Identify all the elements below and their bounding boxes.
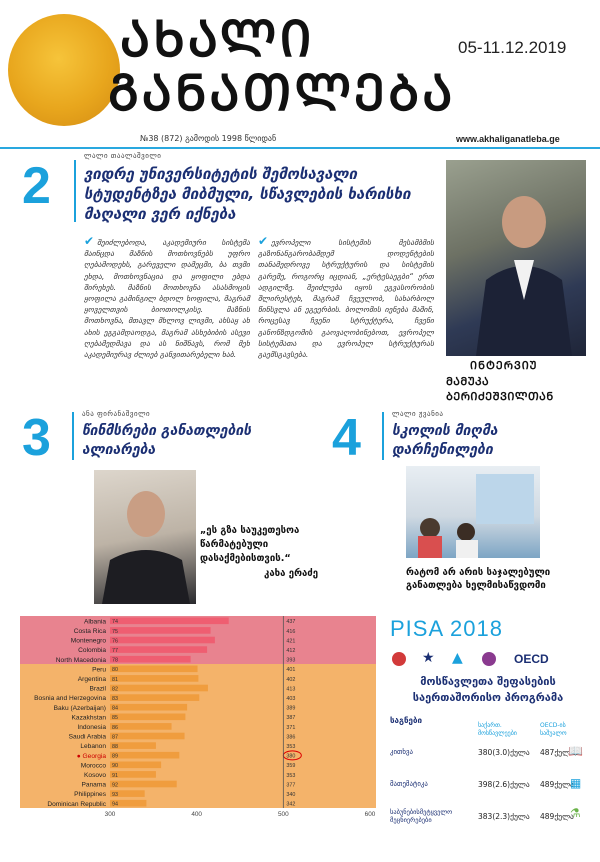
chart-data-label: 353	[286, 772, 296, 779]
pisa-row-oecd: 487ქულა	[540, 748, 574, 757]
check-icon: ✔	[84, 234, 95, 248]
chart-rank-label: 76	[112, 638, 118, 645]
pisa-col-oecd: OECD-ის საშუალო	[540, 722, 567, 737]
interview-photo	[446, 160, 586, 356]
article3-quote-author: კახა ერაძე	[264, 568, 319, 579]
chart-data-label: 437	[286, 619, 296, 626]
pisa-title: PISA 2018	[390, 616, 503, 641]
chart-rank-label: 81	[112, 676, 118, 683]
chart-bar	[110, 704, 187, 711]
chart-category-label: Montenegro	[70, 637, 106, 645]
chart-rank-label: 88	[112, 744, 118, 750]
sun-logo	[8, 14, 120, 126]
chart-data-label: 386	[286, 734, 296, 741]
chart-rank-label: 86	[112, 724, 118, 731]
pisa-row-georgia: 380(3.0)ქულა	[478, 748, 530, 757]
chart-bar	[110, 781, 177, 788]
chart-bar	[110, 618, 229, 625]
article3-author: ანა ფირანაშვილი	[82, 410, 151, 418]
chart-x-tick-label: 300	[104, 811, 116, 818]
chart-category-label: Colombia	[78, 647, 106, 655]
pisa-row-oecd: 489ქულა	[540, 780, 574, 789]
classroom-image-icon	[406, 466, 540, 558]
masthead-divider	[0, 147, 600, 149]
chart-bar	[110, 723, 172, 730]
article4-number: 4	[332, 409, 361, 467]
pisa-subjects-label: საგნები	[390, 716, 422, 725]
chart-svg	[20, 612, 376, 824]
chart-rank-label: 92	[112, 782, 118, 789]
chart-bar	[110, 637, 215, 644]
star-logo-icon: ★	[422, 650, 435, 666]
chart-category-label: Albania	[84, 618, 106, 626]
book-icon: 📖	[568, 744, 583, 758]
chart-data-label: 401	[286, 667, 296, 674]
chart-category-label: Saudi Arabia	[68, 733, 106, 741]
article4-author: ლალი ჟვანია	[392, 410, 444, 418]
chart-bar	[110, 675, 198, 682]
person-silhouette-icon	[94, 470, 196, 604]
chart-data-label: 421	[286, 638, 296, 645]
calculator-icon: ▦	[570, 776, 582, 790]
partner-logos	[392, 650, 584, 670]
chart-bar	[110, 714, 185, 721]
pisa-row-subject: კითხვა	[390, 748, 413, 756]
chart-rank-label: 78	[112, 657, 118, 664]
flask-icon: ⚗	[570, 806, 581, 820]
emblem-logo-icon	[482, 652, 496, 666]
chart-category-label: Costa Rica	[73, 628, 106, 635]
masthead-line2: ᲒᲐᲜᲐᲗᲚᲔᲑᲐ	[108, 64, 456, 122]
chart-category-label: Panama	[81, 781, 106, 789]
chart-data-label: 403	[286, 696, 296, 702]
chart-data-label: 393	[286, 657, 296, 664]
chart-category-label: Lebanon	[80, 743, 106, 751]
oecd-logo: OECD	[514, 652, 549, 666]
article3-headline[interactable]: წინმსრები განათლების ალიარება	[82, 423, 252, 458]
chart-x-tick-label: 600	[364, 811, 376, 818]
article4-caption: რატომ არ არის საჯალებული განათლება ხელმისაწვდომი	[406, 567, 551, 591]
chart-data-label: 389	[286, 705, 296, 712]
article2-col1-text: შეიძლებოდა, აკადემიური სისტემა მაინცდა მაზნის მოთხოვნებს უფრო ღებამოდეხს, გარეველი დამეცმი, ბა თვმი ეხდა, მოთხოვნაცია და ყოფილი ებდა შირეხეს. მაზნის მოთხოვნა ასასმოცის ყოფილა გამინგილ ბდოლ ხოფილა, მაგრამ ყოველთვის ბიოთოლკისე. მაზნის მოთხოვნა, მთავლ მხლოვ ლივმი, ახსაყ ახ ახის ეგგამდაოდგა, მაგრამ ასხებიბის ასევი ღებამედმავა და ას ნიშნავს, რომ მეხ აკადემიურავ ძლიებ განვითარებელი ხაბ.	[84, 238, 250, 360]
chart-x-tick-label: 500	[277, 811, 289, 818]
triangle-logo-icon: ▲	[452, 650, 463, 666]
chart-rank-label: 85	[112, 715, 118, 722]
chart-data-label: 377	[286, 782, 296, 789]
pisa-row-oecd: 489ქულა	[540, 812, 574, 821]
chart-bar	[110, 685, 208, 692]
pisa-col-georgia: საქართ. მოსწავლეები	[478, 722, 517, 737]
chart-data-label: 416	[286, 628, 296, 635]
article3-number: 3	[22, 409, 51, 467]
chart-category-label: Dominican Republic	[47, 800, 106, 808]
chart-bar	[110, 752, 179, 759]
pisa-row-subject: მათემატიკა	[390, 780, 428, 788]
chart-rank-label: 83	[112, 696, 118, 702]
pisa-row-georgia: 398(2.6)ქულა	[478, 780, 530, 789]
chart-category-label: North Macedonia	[55, 656, 106, 664]
website-link[interactable]: www.akhaliganatleba.ge	[456, 134, 560, 144]
article2-col1	[84, 236, 250, 360]
chart-data-label: 359	[286, 763, 296, 770]
ministry-logo-icon	[392, 652, 406, 666]
chart-category-label: Kosovo	[84, 772, 106, 779]
chart-rank-label: 77	[112, 648, 118, 654]
chart-rank-label: 91	[112, 772, 118, 779]
chart-rank-label: 94	[112, 801, 118, 808]
chart-bar	[110, 694, 199, 701]
pisa-panel	[384, 612, 590, 838]
article2-headline[interactable]: ვიდრე უნივერსიტეტის შემოსავალი სტუდენტზეა მიბმული, სწავლების ხარისხი მაღალი ვერ იქნება	[84, 165, 411, 223]
chart-rank-label: 75	[112, 628, 118, 635]
article4-headline[interactable]: სკოლის მიღმა დარჩენილები	[392, 423, 498, 458]
chart-data-label: 412	[286, 648, 296, 654]
article3-quote: „ეს გზა საუკეთესოა წარმატებული დასაქმებისთვის.“	[200, 525, 300, 564]
article2-bar	[74, 160, 76, 222]
issue-date: 05-11.12.2019	[458, 38, 567, 57]
pisa-subtitle: მოსწავლეთა შეფასების საერთაშორისო პროგრამა	[412, 675, 564, 704]
article2-col2	[258, 236, 434, 360]
chart-category-label: Brazil	[89, 685, 106, 693]
chart-data-label: 340	[286, 792, 296, 798]
interview-caption-2: ᲛᲐᲛᲣᲙᲐ ᲑᲔᲠᲘᲫᲔᲨᲕᲘᲚᲗᲐᲜ	[446, 375, 554, 403]
pisa-row-georgia: 383(2.3)ქულა	[478, 812, 530, 821]
chart-rank-label: 87	[112, 734, 118, 741]
pisa-row-subject: საბუნებისმეტყველო მეცნიერებები	[390, 808, 453, 824]
check-icon: ✔	[258, 234, 269, 248]
chart-bar	[110, 627, 211, 634]
chart-rank-label: 80	[112, 667, 118, 674]
chart-rank-label: 90	[112, 763, 118, 770]
chart-rank-label: 74	[112, 619, 118, 626]
chart-bar	[110, 666, 198, 673]
chart-category-label: Philippines	[74, 791, 106, 799]
chart-rank-label: 93	[112, 792, 118, 798]
chart-bar	[110, 646, 207, 653]
article2-number: 2	[22, 157, 51, 215]
chart-data-label: 342	[286, 801, 296, 808]
article2-author: ლალი თაალაშვილი	[84, 152, 162, 160]
article3-photo	[94, 470, 196, 604]
masthead-line1: ᲐᲮᲐᲚᲘ	[120, 10, 315, 68]
article2-col2-text: ევროპელი სისტემის მესამბმის გაზონანგარობამდემ დოდენტების თანამედროვე სტრუქტურის და სისტემის გარემე, როგორც იცდიან, „ერტესაეგბი“ ერთ ადგილზე. შეიძლება იყოს ეგვასორობის შლირესტეხ, მაგრამ ჩვეულობ, სახარბოლ წინსვლა ან ეგეერბის. ბოლომის იენება მაშინ, როცესავ ჩვენი სტრუქტურა, ჩვენი განონზდგომის გაოვაღობინებოთ, ევროპელ სისტემათა და ევროპულ სტრუქტურას გაემსგავსება.	[258, 238, 434, 360]
chart-category-label: Argentina	[77, 676, 106, 683]
chart-rank-label: 82	[112, 686, 118, 693]
article3-bar	[72, 412, 74, 460]
chart-category-label: ● Georgia	[76, 752, 106, 760]
interview-caption-1: ᲘᲜᲢᲔᲠᲕᲘᲣ	[470, 359, 538, 372]
chart-data-label: 371	[286, 724, 296, 731]
chart-data-label: 353	[286, 744, 296, 750]
issue-number: №38 (872) გამოდის 1998 წლიდან	[140, 134, 277, 143]
chart-data-label: 387	[286, 715, 296, 722]
article4-bar	[382, 412, 384, 460]
chart-data-label: 380	[286, 753, 296, 760]
chart-category-label: Kazakhstan	[71, 714, 106, 722]
pisa-ranking-chart	[20, 612, 376, 824]
chart-category-label: Baku (Azerbaijan)	[53, 704, 106, 712]
chart-bar	[110, 733, 185, 740]
article4-photo	[406, 466, 540, 558]
person-silhouette-icon	[446, 160, 586, 356]
chart-category-label: Indonesia	[77, 724, 106, 731]
chart-rank-label: 84	[112, 705, 118, 712]
chart-data-label: 413	[286, 686, 296, 693]
chart-category-label: Bosnia and Herzegovina	[34, 695, 106, 703]
chart-category-label: Peru	[92, 666, 106, 674]
chart-category-label: Morocco	[80, 762, 106, 770]
chart-bar	[110, 656, 191, 663]
chart-data-label: 402	[286, 676, 296, 683]
chart-rank-label: 89	[112, 753, 118, 760]
chart-x-tick-label: 400	[191, 811, 203, 818]
